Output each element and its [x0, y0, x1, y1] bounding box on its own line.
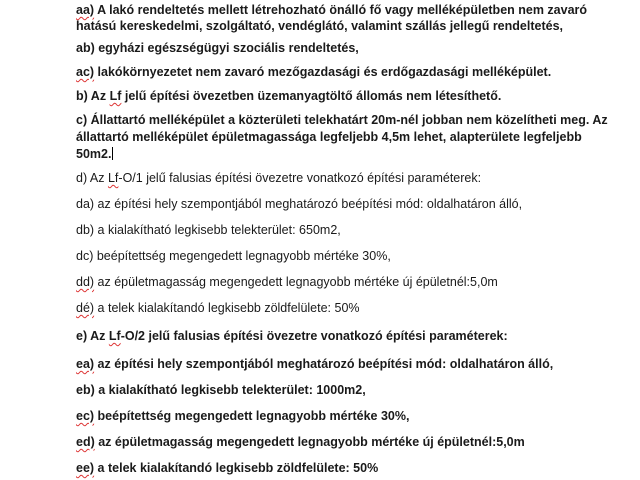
paragraph-de-text: a telek kialakítandó legkisebb zöldfelülete: 50% [94, 301, 360, 315]
paragraph-dc: dc) beépítettség megengedett legnagyobb mértéke 30%, [76, 249, 391, 263]
paragraph-ee-prefix: ee) [76, 461, 95, 475]
paragraph-b-text1: b) Az [76, 89, 110, 103]
paragraph-ea-prefix: ea) [76, 357, 95, 371]
paragraph-c-line1: c) Állattartó melléképület a közterületi telekhatárt 20m-nél jobban nem közelítheti meg. Az [76, 113, 608, 127]
paragraph-e-code: Lf [108, 329, 121, 343]
paragraph-ee-text: a telek kialakítandó legkisebb zöldfelülete: 50% [94, 461, 379, 475]
paragraph-b-text2: jelű építési övezetben üzemanyagtöltő állomás nem létesíthető. [121, 89, 502, 103]
paragraph-de [76, 300, 360, 316]
paragraph-aa-prefix: aa) [76, 3, 95, 17]
paragraph-aa-line1 [76, 2, 587, 18]
paragraph-ea [76, 356, 553, 372]
paragraph-ac-prefix: ac) [76, 65, 95, 79]
paragraph-ec [76, 408, 409, 424]
paragraph-eb: eb) a kialakítható legkisebb telekterület: 1000m2, [76, 383, 366, 397]
paragraph-db: db) a kialakítható legkisebb telekterület: 650m2, [76, 223, 341, 237]
paragraph-c-line2: állattartó melléképület épületmagassága legfeljebb 4,5m lehet, alapterülete legfeljebb [76, 130, 582, 144]
paragraph-e [76, 328, 508, 344]
paragraph-d-text2: -O/1 jelű falusias építési övezetre vonatkozó építési paraméterek: [118, 171, 482, 185]
paragraph-ec-text: beépítettség megengedett legnagyobb mértéke 30%, [94, 409, 410, 423]
paragraph-dd [76, 274, 498, 290]
paragraph-ed [76, 434, 525, 450]
paragraph-b-code: Lf [109, 89, 122, 103]
paragraph-dd-prefix: dd) [76, 275, 95, 289]
paragraph-ee [76, 460, 378, 476]
paragraph-b [76, 88, 501, 104]
paragraph-aa-line2: hatású kereskedelmi, szolgáltató, vendéglátó, valamint szállás jellegű rendeltetés, [76, 19, 563, 33]
paragraph-ed-prefix: ed) [76, 435, 95, 449]
paragraph-d-text1: d) Az [76, 171, 108, 185]
paragraph-d [76, 170, 481, 186]
text-cursor [112, 147, 113, 160]
paragraph-c-line3-text: 50m2. [76, 147, 112, 161]
paragraph-ec-prefix: ec) [76, 409, 95, 423]
paragraph-da: da) az építési hely szempontjából meghatározó beépítési mód: oldalhatáron álló, [76, 197, 523, 211]
paragraph-aa-text: A lakó rendeltetés mellett létrehozható önálló fő vagy melléképületben nem zavaró [94, 3, 588, 17]
paragraph-d-code: Lf [107, 171, 119, 185]
paragraph-ac [76, 64, 551, 80]
paragraph-ed-text: az épületmagasság megengedett legnagyobb mértéke új épületnél:5,0m [94, 435, 525, 449]
paragraph-ab: ab) egyházi egészségügyi szociális rendeltetés, [76, 41, 359, 55]
paragraph-de-prefix: dé) [76, 301, 95, 315]
paragraph-ea-text: az építési hely szempontjából meghatározó beépítési mód: oldalhatáron álló, [94, 357, 554, 371]
paragraph-e-text2: -O/2 jelű falusias építési övezetre vonatkozó építési paraméterek: [120, 329, 508, 343]
paragraph-ac-text: lakókörnyezetet nem zavaró mezőgazdasági és erdőgazdasági melléképület. [94, 65, 552, 79]
paragraph-c-line3 [76, 146, 113, 162]
paragraph-dd-text: az épületmagasság megengedett legnagyobb mértéke új épületnél:5,0m [94, 275, 498, 289]
paragraph-e-text1: e) Az [76, 329, 109, 343]
